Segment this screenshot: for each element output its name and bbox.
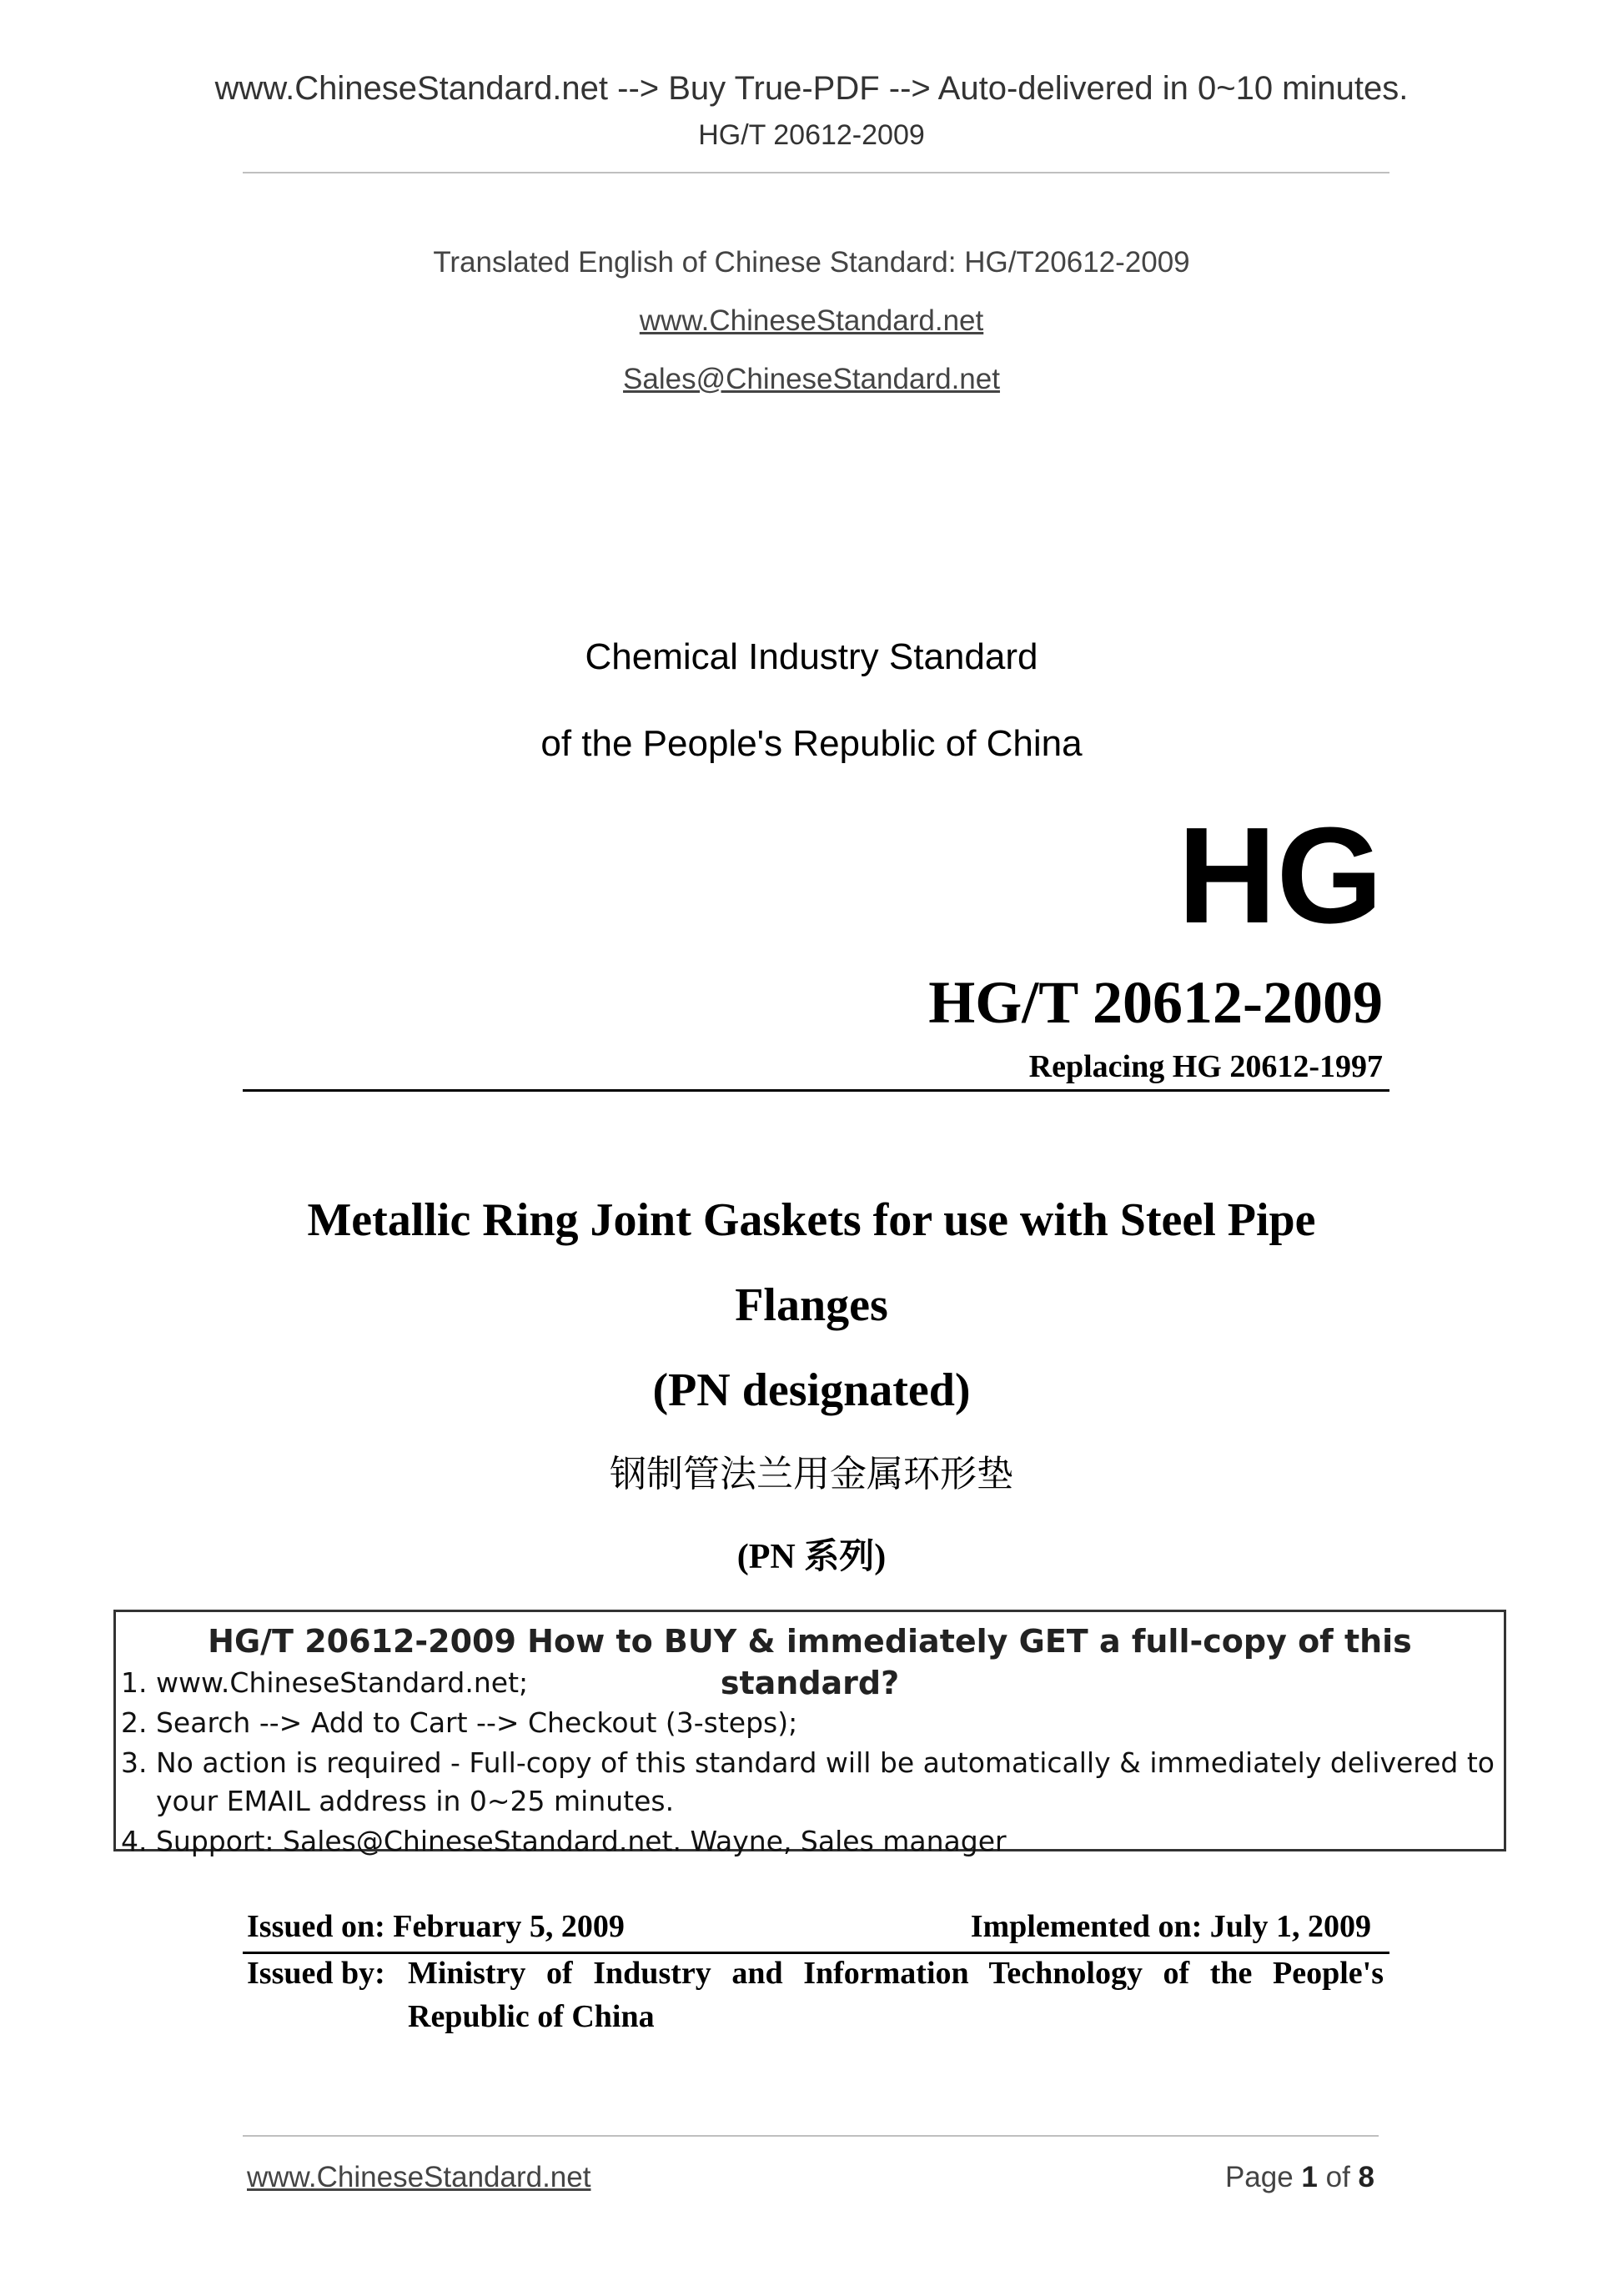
document-title-chinese: 钢制管法兰用金属环形垫 (610, 1453, 1013, 1495)
footer-divider (243, 2135, 1379, 2137)
buy-step-1[interactable]: 1. www.ChineseStandard.net; (121, 1666, 529, 1699)
buy-step-2: 2. Search --> Add to Cart --> Checkout (3-steps); (121, 1706, 798, 1739)
page-prefix: Page (1224, 2161, 1302, 2193)
buy-box-heading: HG/T 20612-2009 How to BUY & immediately GET a full-copy of this standard? (208, 1623, 1412, 1701)
document-title-line3: (PN designated) (652, 1364, 971, 1416)
page-mid: of (1317, 2161, 1359, 2193)
issued-by-label: Issued by: (247, 1956, 385, 1991)
buy-step-4: 4. Support: Sales@ChineseStandard.net. Wayne, Sales manager (121, 1825, 1007, 1857)
page-indicator (1225, 2158, 1374, 2197)
page-current: 1 (1301, 2161, 1318, 2193)
buy-step-3-continued: your EMAIL address in 0~25 minutes. (156, 1785, 675, 1817)
top-banner: www.ChineseStandard.net --> Buy True-PDF --> Auto-delivered in 0~10 minutes. (214, 70, 1409, 107)
page-total: 8 (1358, 2161, 1374, 2193)
document-title-line1: Metallic Ring Joint Gaskets for use with Steel Pipe (307, 1194, 1316, 1246)
standard-number: HG/T 20612-2009 (928, 969, 1383, 1036)
header-divider (243, 172, 1389, 173)
standard-category-line1: Chemical Industry Standard (585, 636, 1038, 677)
document-title-line2: Flanges (735, 1279, 888, 1331)
buy-step-3: 3. No action is required - Full-copy of this standard will be automatically & immediately delivered to (121, 1746, 1495, 1779)
footer-website-link[interactable]: www.ChineseStandard.net (247, 2161, 591, 2193)
website-link[interactable]: www.ChineseStandard.net (639, 304, 984, 337)
title-divider (243, 1089, 1389, 1092)
issued-on-date: Issued on: February 5, 2009 (247, 1909, 625, 1944)
document-title-chinese-series: (PN 系列) (736, 1538, 887, 1576)
translated-note: Translated English of Chinese Standard: HG/T20612-2009 (433, 246, 1190, 279)
standard-category-line2: of the People's Republic of China (540, 723, 1083, 764)
standard-mark: HG (1178, 799, 1383, 952)
buy-instructions-box (113, 1610, 1506, 1857)
issued-by-value: Ministry of Industry and Information Technology of the People's (408, 1956, 1384, 1991)
issued-by-value-continued: Republic of China (408, 1999, 655, 2034)
header-standard-code: HG/T 20612-2009 (698, 119, 925, 151)
replacing-note: Replacing HG 20612-1997 (1028, 1049, 1383, 1084)
email-link[interactable]: Sales@ChineseStandard.net (623, 363, 1000, 395)
implemented-on-date: Implemented on: July 1, 2009 (970, 1909, 1371, 1944)
